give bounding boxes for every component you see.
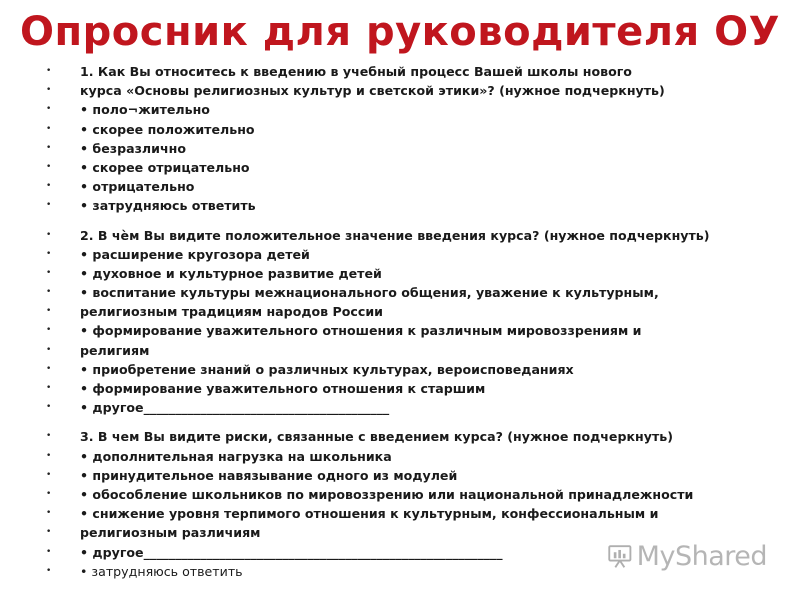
list-item: • • безразлично — [42, 139, 782, 158]
list-item: • • духовное и культурное развитие детей — [42, 264, 782, 283]
list-item: • курса «Основы религиозных культур и светской этики»? (нужное подчеркнуть) — [42, 81, 782, 100]
section-spacer — [42, 216, 782, 226]
section-spacer — [42, 417, 782, 427]
list-item: • • принудительное навязывание одного из модулей — [42, 466, 782, 485]
list-item: • • формирование уважительного отношения к различным мировоззрениям и — [42, 321, 782, 340]
list-item: • 2. В чѐм Вы видите положительное значение введения курса? (нужное подчеркнуть) — [42, 226, 782, 245]
question-list — [42, 62, 782, 581]
list-item: • религиозным различиям — [42, 523, 782, 542]
list-item: • • другое_________________________________________________________ — [42, 543, 782, 562]
list-item: • • другое_______________________________________ — [42, 398, 782, 417]
watermark-text: MyShared — [636, 540, 767, 572]
list-item: • 1. Как Вы относитесь к введению в учебный процесс Вашей школы нового — [42, 62, 782, 81]
list-item: • • скорее положительно — [42, 120, 782, 139]
watermark — [607, 536, 767, 576]
list-item: • • отрицательно — [42, 177, 782, 196]
list-item: • • поло¬жительно — [42, 100, 782, 119]
list-item: • • снижение уровня терпимого отношения к культурным, конфессиональным и — [42, 504, 782, 523]
list-item: • • формирование уважительного отношения к старшим — [42, 379, 782, 398]
slide-title: Опросник для руководителя ОУ — [20, 9, 780, 55]
list-item: • религиям — [42, 341, 782, 360]
list-item: • 3. В чем Вы видите риски, связанные с введением курса? (нужное подчеркнуть) — [42, 427, 782, 446]
list-item: • • приобретение знаний о различных культурах, вероисповеданиях — [42, 360, 782, 379]
list-item: • • дополнительная нагрузка на школьника — [42, 447, 782, 466]
list-item: • • воспитание культуры межнационального общения, уважение к культурным, — [42, 283, 782, 302]
list-item: • • затрудняюсь ответить — [42, 196, 782, 215]
list-item: • • расширение кругозора детей — [42, 245, 782, 264]
list-item: • религиозным традициям народов России — [42, 302, 782, 321]
list-item: • • обособление школьников по мировоззрению или национальной принадлежности — [42, 485, 782, 504]
list-item: • • скорее отрицательно — [42, 158, 782, 177]
presentation-board-icon — [607, 539, 633, 573]
list-item: • • затрудняюсь ответить — [42, 562, 782, 581]
